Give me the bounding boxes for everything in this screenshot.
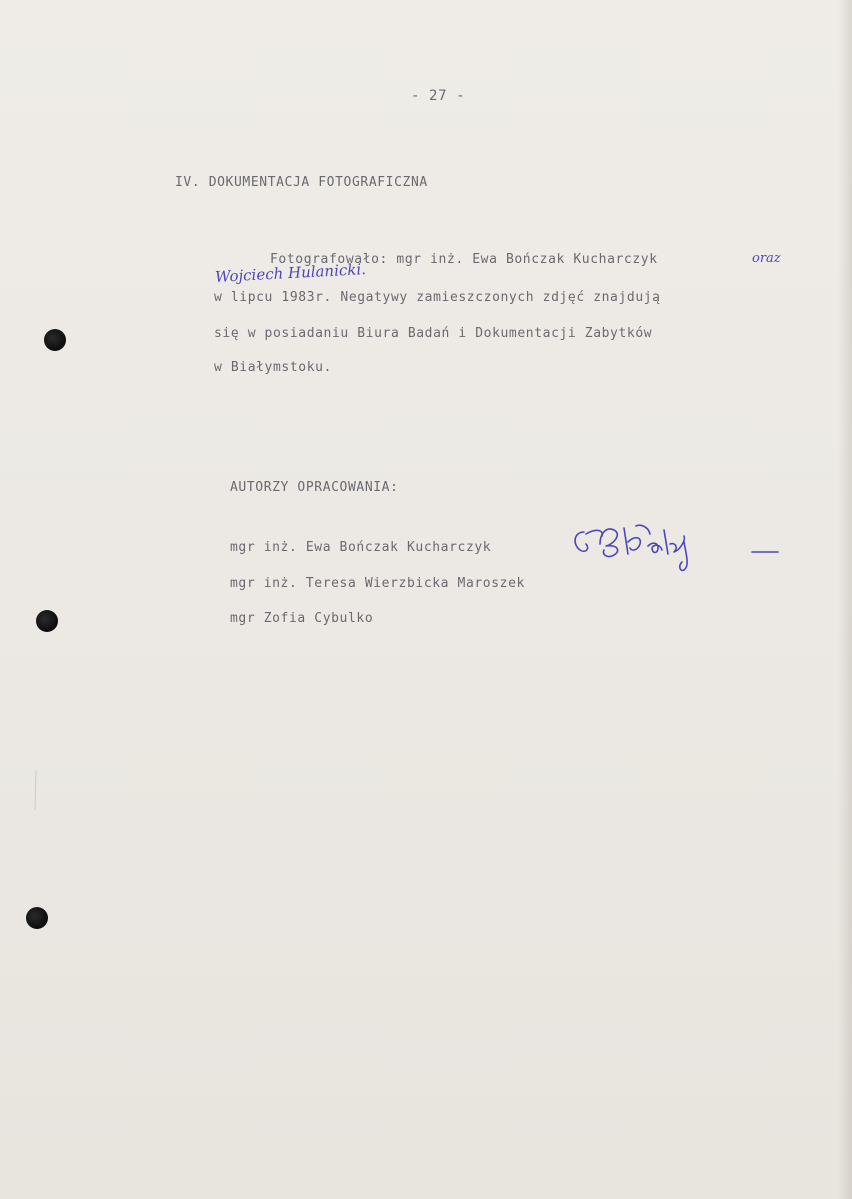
author-3: mgr Zofia Cybulko	[230, 611, 374, 626]
signature-image	[566, 514, 786, 574]
paragraph-line-3: w lipcu 1983r. Negatywy zamieszczonych zdjęć znajdują	[214, 290, 661, 305]
paper-scratch	[33, 770, 39, 810]
paragraph-line-5: w Białymstoku.	[214, 360, 332, 375]
punch-hole-middle	[36, 610, 58, 632]
authors-heading: AUTORZY OPRACOWANIA:	[230, 480, 399, 495]
paper-edge-shadow	[838, 0, 852, 1199]
handwritten-insertion-name: Wojciech Hulanicki.	[214, 260, 367, 286]
author-1: mgr inż. Ewa Bończak Kucharczyk	[230, 540, 492, 555]
punch-hole-bottom	[26, 907, 48, 929]
handwritten-insertion-oraz: oraz	[752, 251, 781, 266]
page-number: - 27 -	[411, 88, 466, 104]
paragraph-line-4: się w posiadaniu Biura Badań i Dokumentacji Zabytków	[214, 326, 653, 341]
author-2: mgr inż. Teresa Wierzbicka Maroszek	[230, 576, 525, 591]
punch-hole-top	[44, 329, 66, 351]
section-heading: IV. DOKUMENTACJA FOTOGRAFICZNA	[175, 175, 428, 190]
paragraph-line-1: Fotografowało: mgr inż. Ewa Bończak Kucharczyk	[270, 252, 658, 267]
